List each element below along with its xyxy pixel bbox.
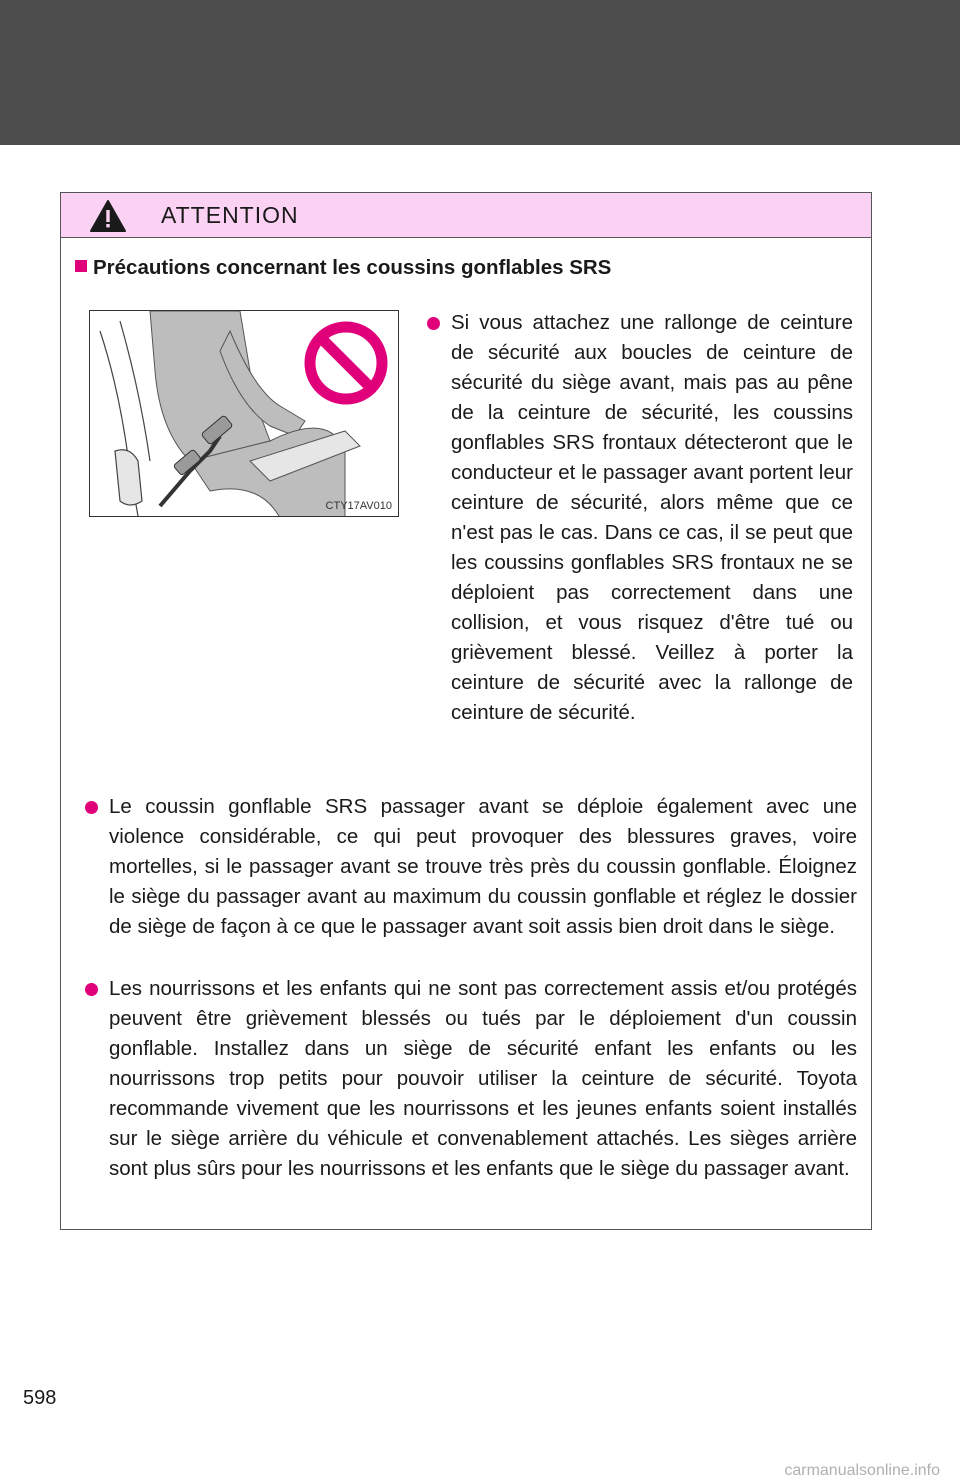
paragraph-passenger-airbag (109, 792, 857, 942)
paragraph-text: Le coussin gonflable SRS passager avant se déploie également avec une violence considérable, ce qui peut provoquer des blessures graves, voire mortelles, si le passager avant se trouve très près du coussin gonflable. Éloignez le siège du passager avant au maximum du coussin gonflable et réglez le dossier de siège de façon à ce que le passager avant soit assis bien droit dans le siège. (109, 795, 857, 938)
bullet-icon (85, 983, 98, 996)
watermark: carmanualsonline.info (784, 1462, 940, 1479)
paragraph-children (109, 974, 857, 1184)
warning-triangle-icon (89, 199, 127, 233)
seatbelt-extender-illustration (89, 310, 399, 517)
bullet-icon (427, 317, 440, 330)
figure-code: CTY17AV010 (325, 500, 392, 512)
attention-header (61, 193, 871, 238)
section-title-text: Précautions concernant les coussins gonflables SRS (93, 256, 612, 279)
section-title (75, 256, 611, 280)
paragraph-text: Si vous attachez une rallonge de ceinture de sécurité aux boucles de ceinture de sécurité du siège avant, mais pas au pêne de la ceinture de sécurité, les coussins gonflables SRS frontaux détecteront que le conducteur et le passager avant portent leur ceinture de sécurité, alors même que ce n'est pas le cas. Dans ce cas, il se peut que les coussins gonflables SRS frontaux ne se déploient pas correctement dans une collision, et vous risquez d'être tué ou grièvement blessé. Veillez à porter la ceinture de sécurité avec la rallonge de ceinture de sécurité. (451, 311, 853, 724)
prohibition-sign-icon (310, 327, 382, 399)
attention-box (60, 192, 872, 1230)
attention-title: ATTENTION (161, 202, 299, 228)
square-bullet-icon (75, 260, 87, 272)
seated-person-drawing (90, 311, 399, 517)
paragraph-seatbelt-extender (451, 308, 853, 728)
paragraph-text: Les nourrissons et les enfants qui ne sont pas correctement assis et/ou protégés peuvent être grièvement blessés ou tués par le déploiement d'un coussin gonflable. Installez dans un siège de sécurité enfant les enfants ou les nourrissons trop petits pour pouvoir utiliser la ceinture de sécurité. Toyota recommande vivement que les nourrissons et les jeunes enfants soient installés sur le siège arrière du véhicule et convenablement attachés. Les sièges arrière sont plus sûrs pour les nourrissons et les enfants que le siège du passager avant. (109, 977, 857, 1180)
page-number: 598 (23, 1387, 57, 1409)
header-band (0, 0, 960, 145)
bullet-icon (85, 801, 98, 814)
